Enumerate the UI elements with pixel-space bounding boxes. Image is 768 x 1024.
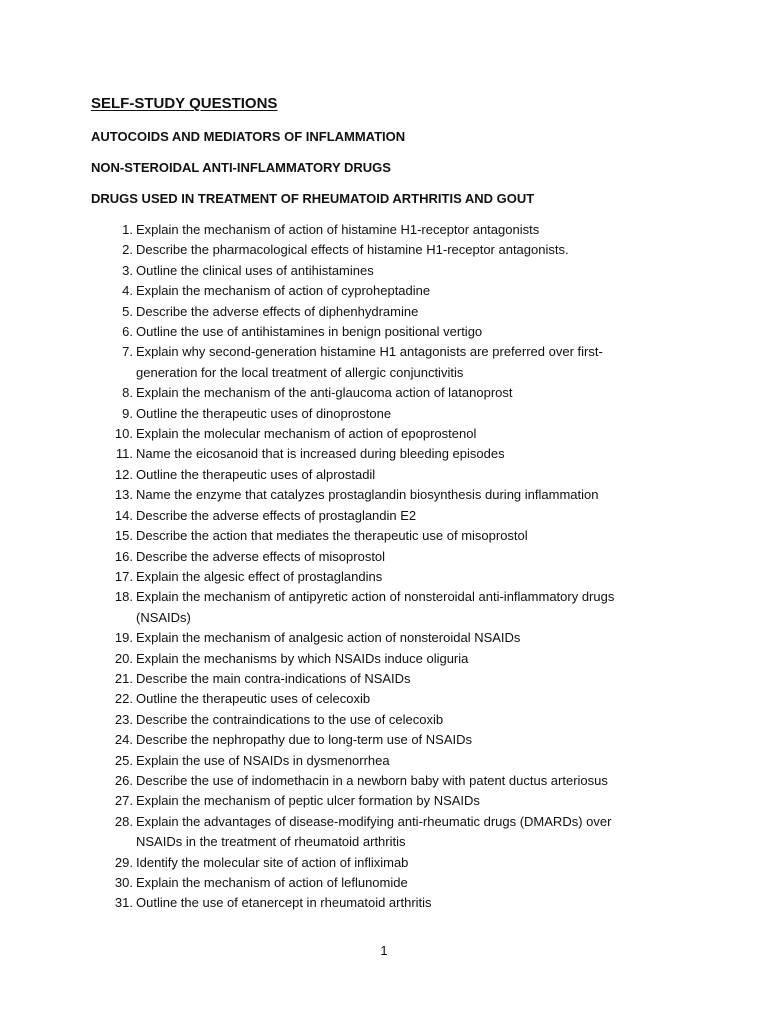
question-text: Describe the main contra-indications of NSAIDs: [136, 670, 411, 686]
question-item: [0, 485, 768, 505]
question-item: [0, 220, 768, 240]
question-item: [0, 791, 768, 811]
question-number: 26.: [114, 772, 133, 788]
question-number: 14.: [114, 507, 133, 523]
question-text: Describe the adverse effects of prostaglandin E2: [136, 507, 417, 523]
question-text: Identify the molecular site of action of infliximab: [136, 854, 409, 870]
question-item: [0, 751, 768, 771]
question-number: 3.: [122, 262, 133, 278]
question-text: Describe the action that mediates the therapeutic use of misoprostol: [136, 528, 528, 544]
question-number: 8.: [122, 385, 133, 401]
question-text: Outline the use of antihistamines in benign positional vertigo: [136, 324, 483, 340]
question-text: Explain the mechanism of antipyretic action of nonsteroidal anti-inflammatory drugs (NSAIDs): [136, 589, 615, 625]
question-item: [0, 240, 768, 260]
question-text: Explain the mechanism of the anti-glaucoma action of latanoprost: [136, 385, 513, 401]
question-text: Describe the contraindications to the use of celecoxib: [136, 711, 444, 727]
question-number: 25.: [114, 752, 133, 768]
question-text: Explain the mechanism of analgesic action of nonsteroidal NSAIDs: [136, 630, 521, 646]
question-item: [0, 465, 768, 485]
question-item: [0, 547, 768, 567]
question-item: [0, 669, 768, 689]
question-text: Outline the therapeutic uses of celecoxib: [136, 691, 371, 707]
question-text: Explain the mechanism of action of histamine H1-receptor antagonists: [136, 222, 540, 237]
question-number: 10.: [114, 426, 133, 442]
question-number: 24.: [114, 732, 133, 748]
question-number: 12.: [114, 466, 133, 482]
question-text: Explain the molecular mechanism of action of epoprostenol: [136, 426, 477, 442]
question-number: 13.: [114, 487, 133, 503]
question-item: [0, 689, 768, 709]
question-text: Describe the use of indomethacin in a newborn baby with patent ductus arteriosus: [136, 772, 608, 788]
question-number: 19.: [114, 630, 133, 646]
question-text: Describe the adverse effects of misoprostol: [136, 548, 386, 564]
question-text: Name the eicosanoid that is increased during bleeding episodes: [136, 446, 505, 462]
question-item: [0, 628, 768, 648]
question-number: 31.: [114, 895, 133, 911]
question-item: [0, 730, 768, 750]
question-text: Explain the mechanism of peptic ulcer formation by NSAIDs: [136, 793, 480, 809]
section-heading-autocoids: AUTOCOIDS AND MEDIATORS OF INFLAMMATION: [91, 129, 406, 144]
question-item: [0, 383, 768, 403]
question-text: Explain the mechanisms by which NSAIDs induce oliguria: [136, 650, 469, 666]
question-item: [0, 322, 768, 342]
question-item: [0, 873, 768, 893]
question-number: 17.: [114, 568, 133, 584]
question-item: [0, 444, 768, 464]
question-item: [0, 893, 768, 913]
question-list: [0, 220, 768, 914]
question-text: Explain the use of NSAIDs in dysmenorrhea: [136, 752, 390, 768]
question-item: [0, 526, 768, 546]
question-item: [0, 710, 768, 730]
question-item: [0, 404, 768, 424]
question-text: Outline the clinical uses of antihistamines: [136, 262, 374, 278]
question-number: 21.: [114, 670, 133, 686]
question-number: 2.: [122, 242, 133, 258]
question-number: 20.: [114, 650, 133, 666]
page-number: 1: [380, 943, 388, 958]
question-text: Outline the therapeutic uses of alprostadil: [136, 466, 376, 482]
question-text: Explain the mechanism of action of cyproheptadine: [136, 283, 431, 299]
question-item: [0, 302, 768, 322]
question-item: [0, 812, 768, 853]
question-number: 1.: [122, 222, 133, 237]
question-number: 6.: [122, 324, 133, 340]
question-item: [0, 342, 768, 383]
question-item: [0, 281, 768, 301]
question-item: [0, 771, 768, 791]
question-number: 7.: [122, 344, 133, 360]
question-number: 16.: [114, 548, 133, 564]
question-number: 18.: [114, 589, 133, 605]
section-heading-rheumatoid-gout: DRUGS USED IN TREATMENT OF RHEUMATOID ARTHRITIS AND GOUT: [91, 191, 535, 206]
question-text: Name the enzyme that catalyzes prostaglandin biosynthesis during inflammation: [136, 487, 599, 503]
question-text: Describe the nephropathy due to long-term use of NSAIDs: [136, 732, 473, 748]
document-title: SELF-STUDY QUESTIONS: [91, 95, 278, 112]
section-heading-nsaids: NON-STEROIDAL ANTI-INFLAMMATORY DRUGS: [91, 160, 391, 175]
question-text: Explain the algesic effect of prostaglandins: [136, 568, 383, 584]
question-item: [0, 424, 768, 444]
question-text: Outline the use of etanercept in rheumatoid arthritis: [136, 895, 432, 911]
question-number: 29.: [114, 854, 133, 870]
question-item: [0, 261, 768, 281]
question-item: [0, 853, 768, 873]
question-item: [0, 649, 768, 669]
question-number: 9.: [122, 405, 133, 421]
question-text: Explain the mechanism of action of leflunomide: [136, 875, 408, 890]
question-text: Explain why second-generation histamine H1 antagonists are preferred over first-generation for the local treatment of allergic conjunctivitis: [136, 344, 603, 380]
question-number: 30.: [114, 875, 133, 890]
question-number: 28.: [114, 813, 133, 829]
question-text: Describe the adverse effects of diphenhydramine: [136, 303, 419, 319]
question-item: [0, 587, 768, 628]
question-number: 5.: [122, 303, 133, 319]
question-text: Describe the pharmacological effects of histamine H1-receptor antagonists.: [136, 242, 569, 258]
question-number: 15.: [114, 528, 133, 544]
question-number: 11.: [115, 446, 133, 462]
question-number: 23.: [114, 711, 133, 727]
question-text: Explain the advantages of disease-modifying anti-rheumatic drugs (DMARDs) over NSAIDs in the treatment of rheumatoid arthritis: [136, 813, 612, 850]
question-item: [0, 567, 768, 587]
question-number: 22.: [114, 691, 133, 707]
question-item: [0, 506, 768, 526]
question-number: 27.: [114, 793, 133, 809]
question-text: Outline the therapeutic uses of dinoprostone: [136, 405, 392, 421]
question-number: 4.: [122, 283, 133, 299]
